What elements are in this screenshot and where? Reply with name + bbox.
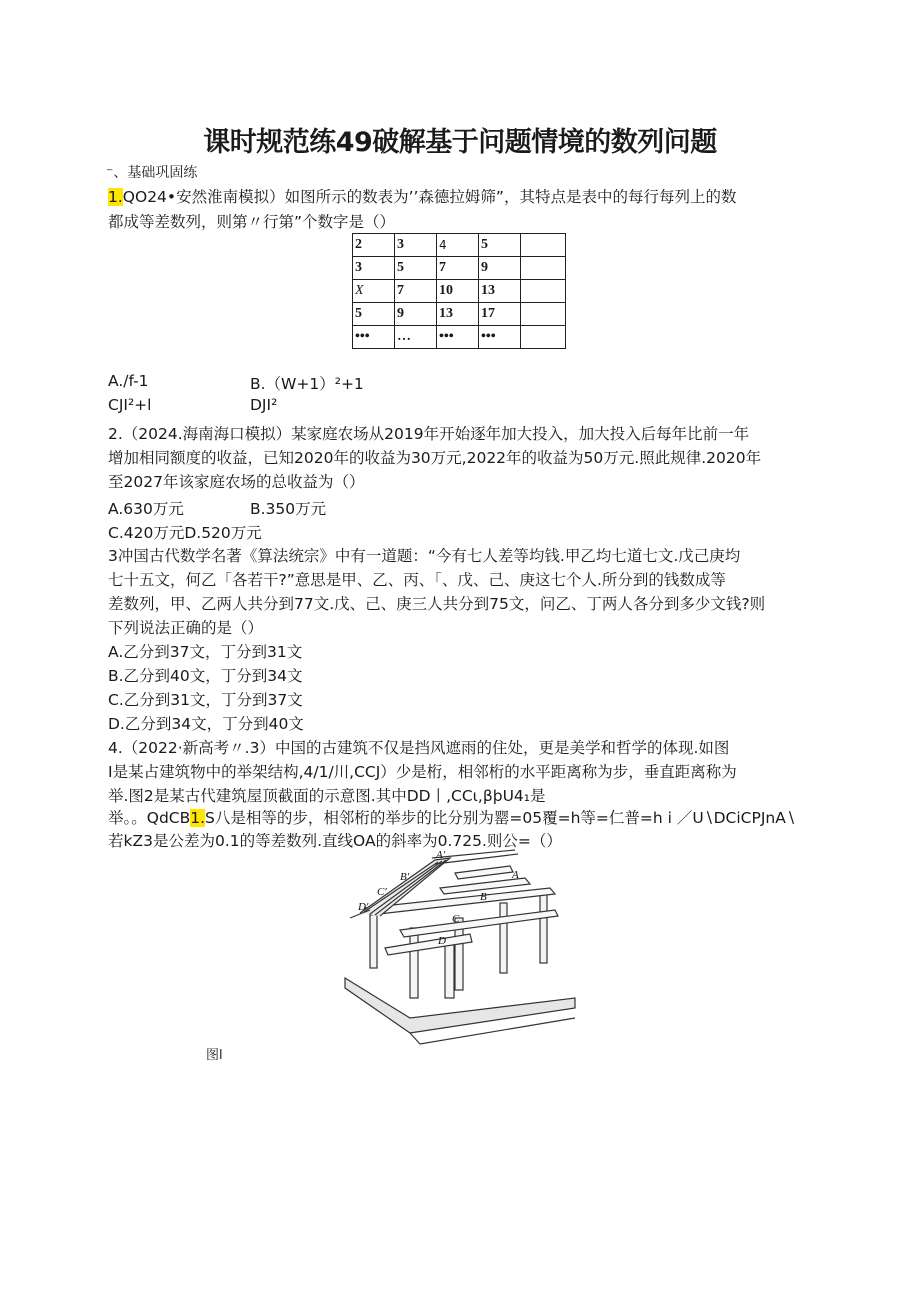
q3-line4: 下列说法正确的是（）	[108, 619, 264, 637]
q3-line2: 七十五文，何乙「各若干?”意思是甲、乙、丙、「、戊、己、庚这七个人.所分到的钱数成等	[108, 571, 726, 589]
q3-option-d: D.乙分到34文，丁分到40文	[108, 715, 304, 733]
table-cell: 7	[395, 280, 437, 303]
table-cell: 10	[437, 280, 479, 303]
q2-line1: 2.（2024.海南海口模拟）某家庭农场从2019年开始逐年加大投入，加大投入后每年比前一年	[108, 425, 750, 443]
table-row	[353, 234, 566, 257]
table-cell	[521, 280, 566, 303]
table-cell: 13	[437, 303, 479, 326]
label-d-prime: D′	[358, 901, 369, 913]
table-row	[353, 280, 566, 303]
table-cell	[521, 326, 566, 349]
table-cell: …	[395, 326, 437, 349]
q4-line2: I是某占建筑物中的举架结构,4/1/川,CCJ）少是桁，相邻桁的水平距离称为步，垂直距离称为	[108, 763, 737, 781]
q3-option-c: C.乙分到31文，丁分到37文	[108, 691, 303, 709]
table-cell: 9	[479, 257, 521, 280]
table-cell: 4	[437, 234, 479, 257]
table-row	[353, 326, 566, 349]
label-a-prime: A′	[436, 849, 446, 861]
q4-line3: 举.图2是某古代建筑屋顶截面的示意图.其中DD丨,CCι,βþU4₁是	[108, 787, 546, 805]
q1-line2: 都成等差数列，则第〃行第”个数字是（）	[108, 213, 396, 231]
q1-option-b: B.（W+1）²+1	[250, 375, 364, 393]
table-cell: 17	[479, 303, 521, 326]
table-cell: 5	[353, 303, 395, 326]
q3-line1: 3冲国古代数学名著《算法统宗》中有一道题：“今有七人差等均钱.甲乙均七道七文.戊己庚均	[108, 547, 741, 565]
q1-option-d: DJI²	[250, 396, 278, 414]
roof-frame-illustration	[340, 848, 580, 1048]
table-cell: •••	[437, 326, 479, 349]
q2-option-cd: C.420万元D.520万元	[108, 524, 262, 542]
table-cell: 2	[353, 234, 395, 257]
q1-number: 1.	[108, 188, 123, 206]
q3-line3: 差数列，甲、乙两人共分到77文.戊、己、庚三人共分到75文，问乙、丁两人各分到多少文钱?则	[108, 595, 766, 613]
figure-caption: 图l	[206, 1048, 223, 1063]
q2-line3: 至2027年该家庭农场的总收益为（）	[108, 473, 365, 491]
table-cell: 3	[353, 257, 395, 280]
table-cell: •••	[353, 326, 395, 349]
q1-line1: 1.QO24•安然淮南模拟）如图所示的数表为’’森德拉姆筛”，其特点是表中的每行每列上的数	[108, 188, 737, 206]
table-cell	[521, 257, 566, 280]
label-c-prime: C′	[377, 886, 387, 898]
q2-option-a: A.630万元	[108, 500, 184, 518]
table-cell: 9	[395, 303, 437, 326]
q1-option-a: A.∕f-1	[108, 372, 149, 390]
label-a: A	[512, 869, 519, 881]
table-cell: 5	[479, 234, 521, 257]
table-cell: •••	[479, 326, 521, 349]
table-cell	[521, 303, 566, 326]
table-cell: X	[353, 280, 395, 303]
q2-line2: 增加相同额度的收益，已知2020年的收益为30万元,2022年的收益为50万元.照此规律.2020年	[108, 449, 762, 467]
q3-option-b: B.乙分到40文，丁分到34文	[108, 667, 303, 685]
q3-option-a: A.乙分到37文，丁分到31文	[108, 643, 303, 661]
q4-line1: 4.（2022·新高考〃.3）中国的古建筑不仅是挡风遮雨的住处，更是美学和哲学的体现.如图	[108, 739, 730, 757]
q4-line5: 若kZ3是公差为0.1的等差数列.直线OA的斜率为0.725.则公=（）	[108, 832, 562, 850]
label-b: B	[480, 891, 487, 903]
page-title: 课时规范练49破解基于问题情境的数列问题	[203, 127, 717, 158]
sieve-table	[352, 233, 566, 349]
q2-option-b: B.350万元	[250, 500, 327, 518]
table-cell: 3	[395, 234, 437, 257]
q4-line4: 举。。QdCB1.S八是相等的步，相邻桁的举步的比分别为罂=05覆=h等=仁普=h i ／U∖DCiCPJnA∖	[108, 809, 796, 827]
label-d: D	[438, 935, 446, 947]
table-cell: 5	[395, 257, 437, 280]
label-c: C	[452, 913, 460, 925]
section-heading: ⁻、基础巩固练	[106, 165, 198, 181]
q1-option-c: CJI²+l	[108, 396, 152, 414]
label-b-prime: B′	[400, 871, 410, 883]
highlight-mark: 1.	[190, 809, 206, 827]
table-row	[353, 303, 566, 326]
table-row	[353, 257, 566, 280]
table-cell	[521, 234, 566, 257]
table-cell: 13	[479, 280, 521, 303]
table-cell: 7	[437, 257, 479, 280]
